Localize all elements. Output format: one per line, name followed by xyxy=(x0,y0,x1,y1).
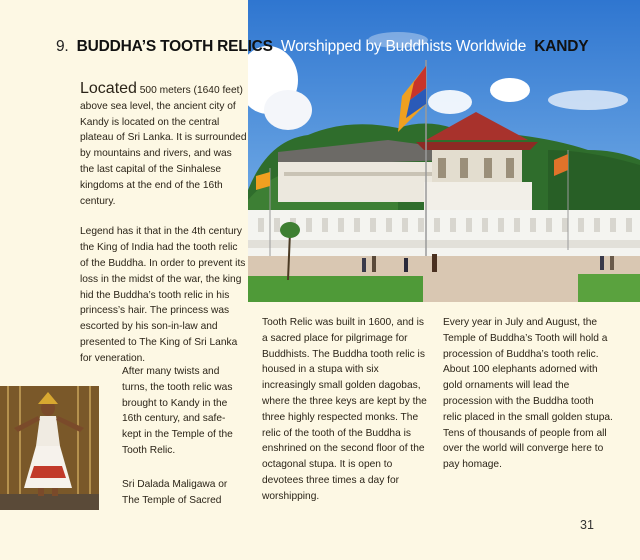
text-column-2 xyxy=(262,315,432,505)
journey-paragraph: After many twists and turns, the tooth relic was brought to Kandy in the 16th century, and safe-kept in the Temple of the Tooth Relic. xyxy=(122,366,233,456)
section-title: BUDDHA’S TOOTH RELICS xyxy=(76,38,273,55)
legend-paragraph: Legend has it that in the 4th century the King of India had the tooth relic of the Buddha. In order to prevent its loss in the midst of the war, the king hid the Buddha’s tooth relic in his princess’s hair. The princess was escorted by his son-in-law and presented to The King of Sri Lanka for veneration. xyxy=(80,226,246,364)
temple-paragraph: Tooth Relic was built in 1600, and is a sacred place for pilgrimage for Buddhists. The Buddha tooth relic is housed in a stupa with six increasingly small golden dagobas, where the three keys are kept by the three highly respected monks. The relic of the tooth of the Buddha is enshrined on the second floor of the octagonal stupa. It is open to devotees three times a day for worshipping. xyxy=(262,317,427,502)
dancer-photo xyxy=(0,386,99,510)
section-location: KANDY xyxy=(534,38,589,55)
lead-word: Located xyxy=(80,80,137,97)
text-column-1 xyxy=(80,80,248,367)
text-column-1-lower xyxy=(122,364,240,508)
intro-text: 500 meters (1640 feet) above sea level, the ancient city of Kandy is located on the central plateau of Sri Lanka. It is surrounded by mountains and rivers, and was the last capital of the Sinhalese kingdoms at the end of the 16th century. xyxy=(80,85,247,207)
page-heading xyxy=(56,38,588,56)
intro-paragraph xyxy=(80,80,248,209)
section-subtitle: Worshipped by Buddhists Worldwide xyxy=(280,38,527,55)
page-number: 31 xyxy=(580,518,594,532)
section-number: 9. xyxy=(56,38,69,55)
procession-paragraph: Every year in July and August, the Temple of Buddha’s Tooth will hold a procession of Buddha’s tooth relic. About 100 elephants adorned with gold ornaments will lead the procession with the Buddha tooth relic placed in the small golden stupa. Tens of thousands of people from all over the world will converge here to pay homage. xyxy=(443,317,613,471)
text-column-3 xyxy=(443,315,615,473)
temple-name-paragraph: Sri Dalada Maligawa or The Temple of Sacred xyxy=(122,478,228,506)
